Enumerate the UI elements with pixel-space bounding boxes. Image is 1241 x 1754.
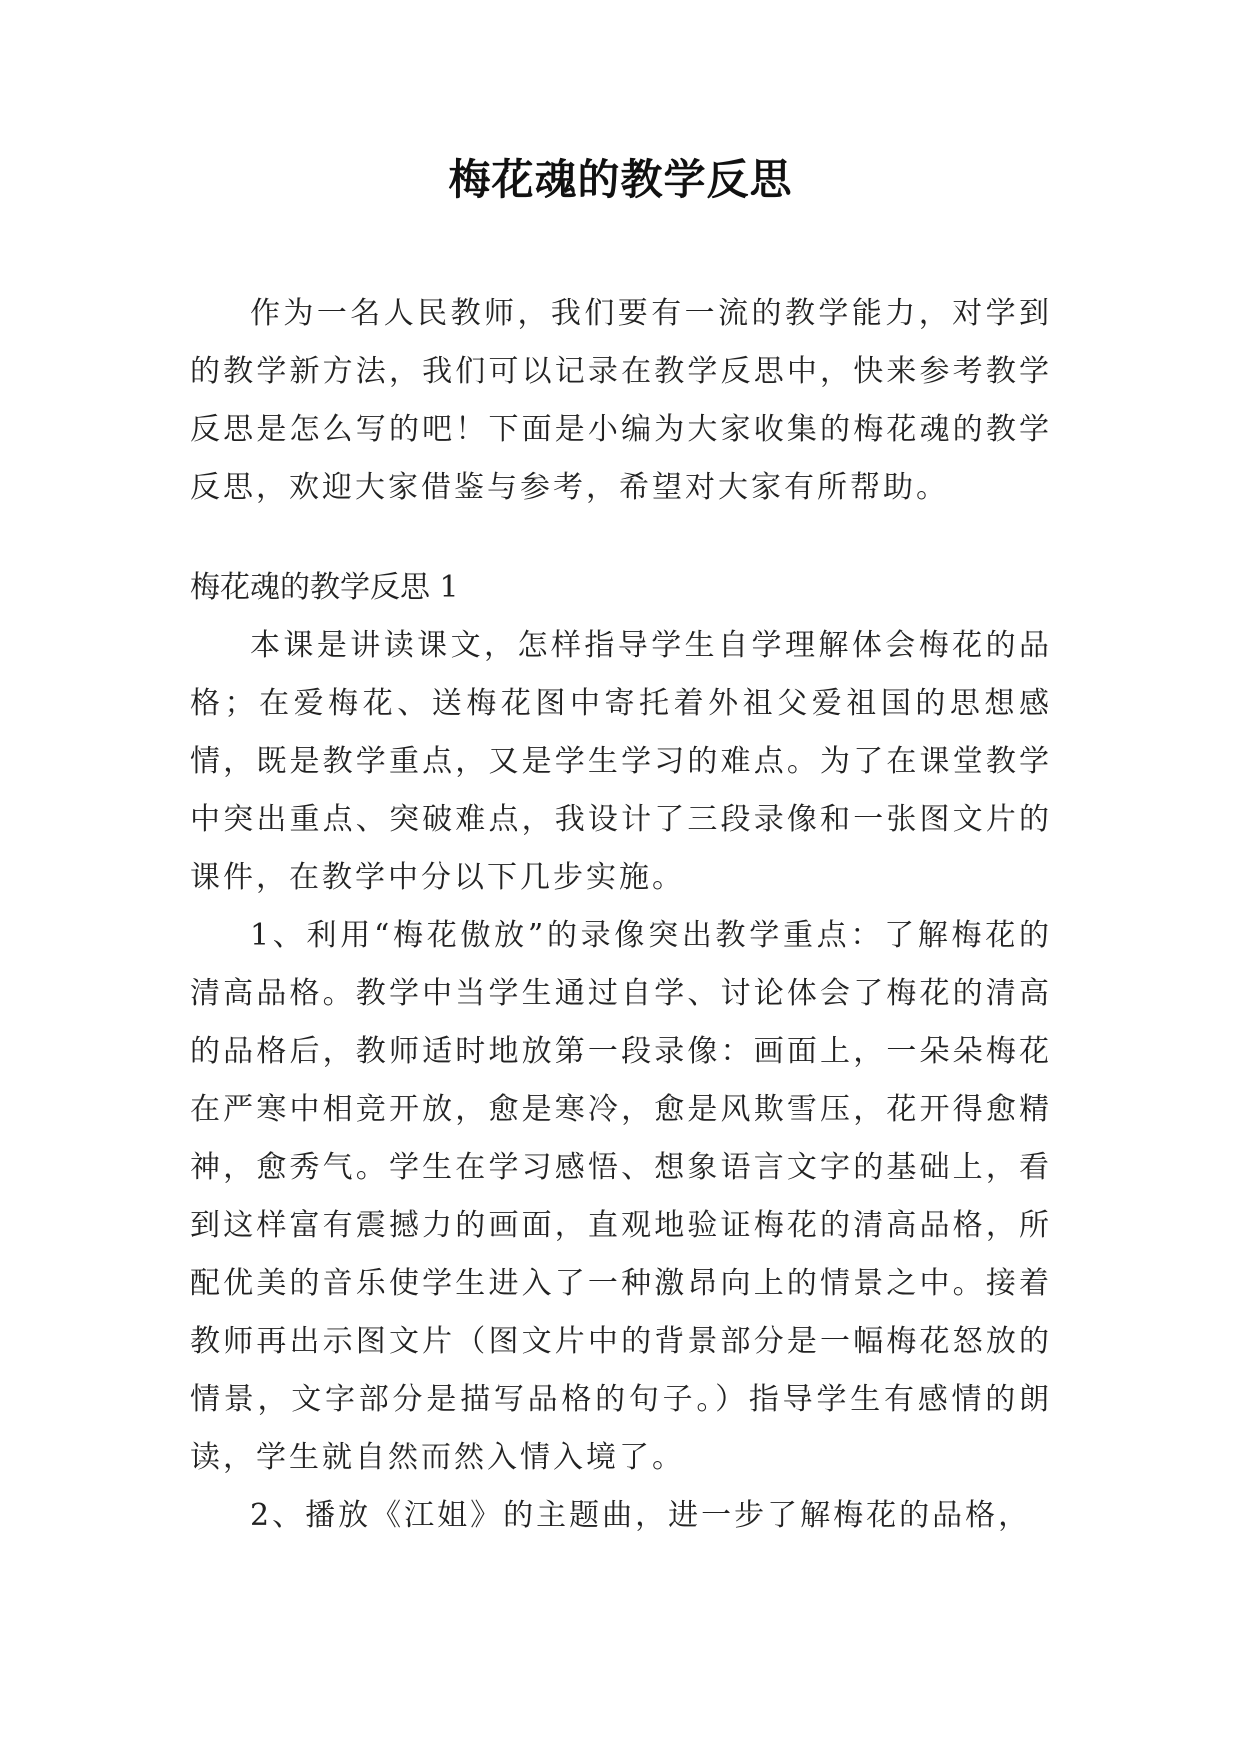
body-paragraph-2: 1、利用“梅花傲放”的录像突出教学重点：了解梅花的清高品格。教学中当学生通过自学、讨论体会了梅花的清高的品格后，教师适时地放第一段录像：画面上，一朵朵梅花在严寒中相竞开放，愈是寒冷，愈是风欺雪压，花开得愈精神，愈秀气。学生在学习感悟、想象语言文字的基础上，看到这样富有震撼力的画面，直观地验证梅花的清高品格，所配优美的音乐使学生进入了一种激昂向上的情景之中。接着教师再出示图文片（图文片中的背景部分是一幅梅花怒放的情景，文字部分是描写品格的句子。）指导学生有感情的朗读，学生就自然而然入情入境了。 — [190, 918, 1052, 1475]
intro-paragraph: 作为一名人民教师，我们要有一流的教学能力，对学到的教学新方法，我们可以记录在教学反思中，快来参考教学反思是怎么写的吧！下面是小编为大家收集的梅花魂的教学反思，欢迎大家借鉴与参考，希望对大家有所帮助。 — [190, 296, 1052, 505]
section-heading: 梅花魂的教学反思 1 — [190, 570, 459, 605]
body-paragraph-3: 2、播放《江姐》的主题曲，进一步了解梅花的品格， — [250, 1498, 1032, 1533]
document-body — [190, 285, 1052, 1545]
document-title: 梅花魂的教学反思 — [448, 155, 793, 204]
body-paragraph-1: 本课是讲读课文，怎样指导学生自学理解体会梅花的品格；在爱梅花、送梅花图中寄托着外祖父爱祖国的思想感情，既是教学重点，又是学生学习的难点。为了在课堂教学中突出重点、突破难点，我设计了三段录像和一张图文片的课件，在教学中分以下几步实施。 — [190, 628, 1052, 895]
